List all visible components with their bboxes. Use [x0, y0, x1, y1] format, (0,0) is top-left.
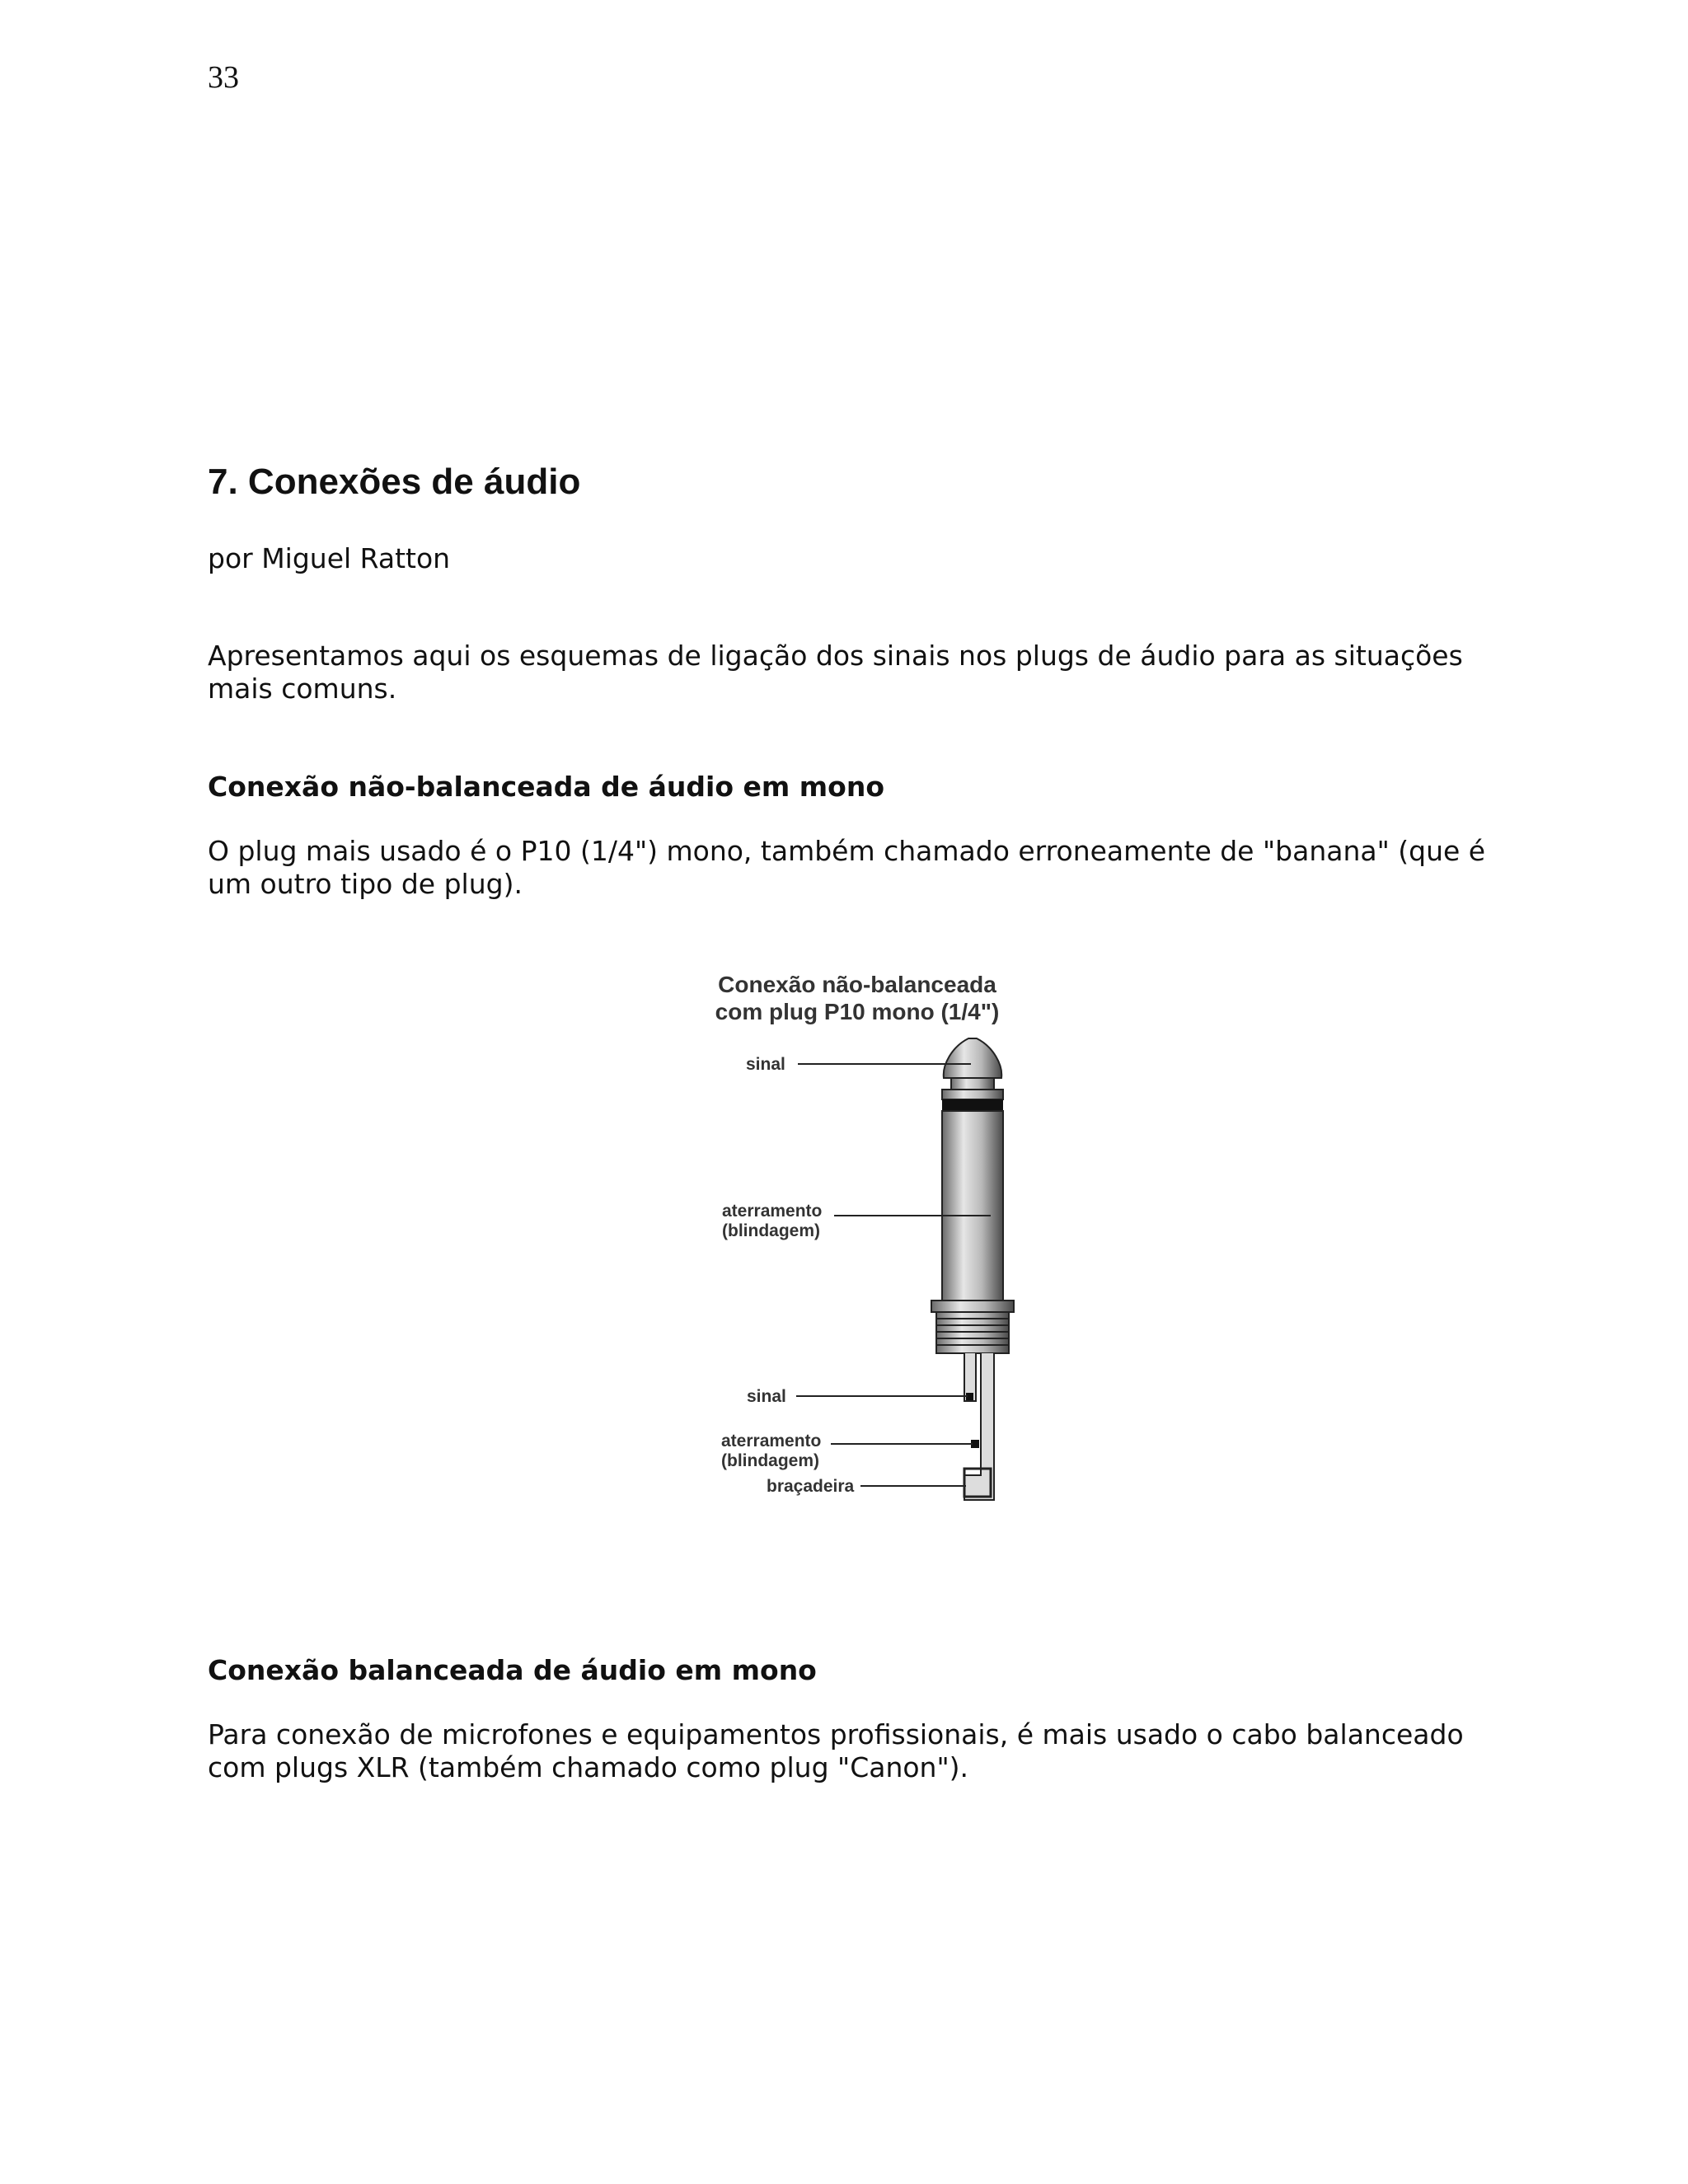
section-heading-unbalanced: Conexão não-balanceada de áudio em mono	[208, 771, 884, 803]
diagram-title-line1: Conexão não-balanceada	[718, 972, 996, 997]
label-blindagem-sleeve: (blindagem)	[722, 1221, 820, 1240]
label-aterramento-terminal: aterramento	[721, 1432, 822, 1451]
label-bracadeira: braçadeira	[767, 1477, 855, 1496]
label-blindagem-terminal: (blindagem)	[721, 1451, 819, 1470]
label-sinal-terminal: sinal	[747, 1387, 786, 1406]
chapter-title: 7. Conexões de áudio	[208, 462, 581, 502]
p10-plug-diagram	[692, 964, 1039, 1516]
plug-tip-neck	[951, 1078, 994, 1090]
plug-sleeve	[942, 1111, 1003, 1301]
threaded-section	[936, 1312, 1009, 1353]
section-heading-balanced: Conexão balanceada de áudio em mono	[208, 1654, 817, 1686]
intro-paragraph: Apresentamos aqui os esquemas de ligação dos sinais nos plugs de áudio para as situações mais comuns.	[208, 640, 1463, 705]
diagram-title-line2: com plug P10 mono (1/4")	[715, 999, 1000, 1024]
insulator-ring	[942, 1099, 1003, 1111]
label-aterramento-sleeve: aterramento	[722, 1202, 823, 1221]
section-text-balanced: Para conexão de microfones e equipamentos profissionais, é mais usado o cabo balanceado com plugs XLR (também chamado como plug "Canon").	[208, 1718, 1464, 1783]
label-sinal-tip: sinal	[746, 1055, 785, 1074]
page-number: 33	[208, 60, 239, 95]
plug-tip-collar	[942, 1090, 1003, 1099]
plug-flange	[931, 1301, 1014, 1312]
section-text-unbalanced: O plug mais usado é o P10 (1/4") mono, também chamado erroneamente de "banana" (que é um outro tipo de plug).	[208, 835, 1486, 900]
plug-tip	[944, 1038, 1001, 1078]
author-line: por Miguel Ratton	[208, 542, 451, 574]
